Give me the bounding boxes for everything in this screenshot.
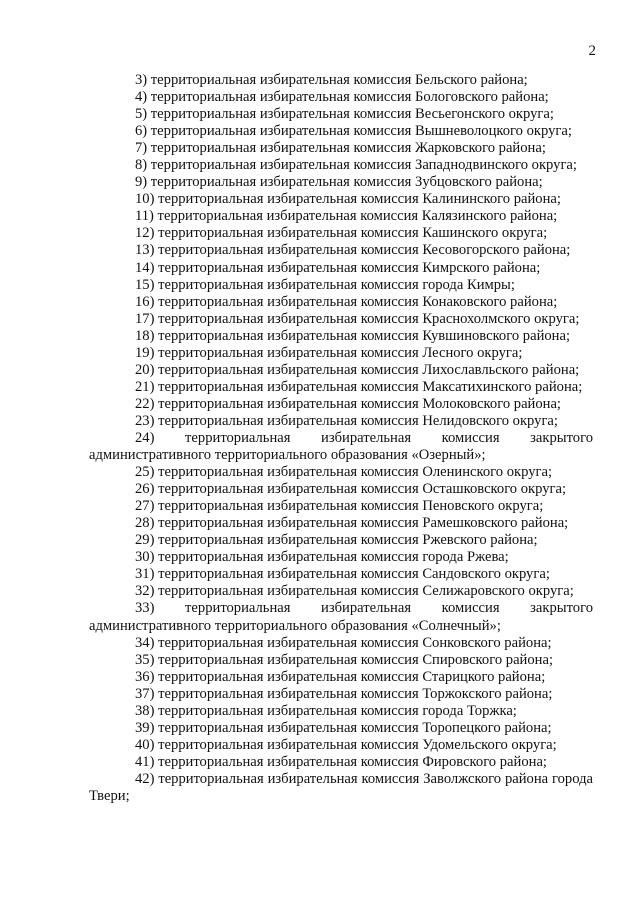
- list-item: 13) территориальная избирательная комиссия Кесовогорского района;: [135, 242, 571, 259]
- list-item: 15) территориальная избирательная комиссия города Кимры;: [135, 276, 515, 293]
- list-item: 33) территориальная избирательная комиссия закрытого административного территориального образования «Солнечный»;: [89, 600, 593, 634]
- list-item: 20) территориальная избирательная комиссия Лихославльского района;: [135, 361, 580, 378]
- list-item: 7) территориальная избирательная комиссия Жарковского района;: [135, 140, 546, 157]
- list-item: 22) территориальная избирательная комиссия Молоковского района;: [135, 395, 561, 412]
- list-item: 35) территориальная избирательная комиссия Спировского района;: [135, 651, 553, 668]
- list-item: 10) территориальная избирательная комиссия Калининского района;: [135, 191, 561, 208]
- list-item: 28) территориальная избирательная комиссия Рамешковского района;: [135, 515, 569, 532]
- list-item: 31) территориальная избирательная комиссия Сандовского округа;: [135, 566, 550, 583]
- list-item: 4) территориальная избирательная комиссия Бологовского района;: [135, 89, 549, 106]
- list-item: 38) территориальная избирательная комиссия города Торжка;: [135, 702, 517, 719]
- list-item: 12) территориальная избирательная комиссия Кашинского округа;: [135, 225, 548, 242]
- list-item: 11) территориальная избирательная комиссия Калязинского района;: [135, 208, 558, 225]
- list-item: 25) территориальная избирательная комиссия Оленинского округа;: [135, 464, 553, 481]
- list-item: 16) территориальная избирательная комиссия Конаковского района;: [135, 293, 558, 310]
- commission-list: [89, 72, 593, 805]
- list-item: 29) территориальная избирательная комиссия Ржевского района;: [135, 532, 538, 549]
- list-item: 9) территориальная избирательная комиссия Зубцовского района;: [135, 174, 543, 191]
- list-item: 37) территориальная избирательная комиссия Торжокского района;: [135, 685, 553, 702]
- list-item: 21) территориальная избирательная комиссия Максатихинского района;: [135, 378, 583, 395]
- list-item: 36) территориальная избирательная комиссия Старицкого района;: [135, 668, 546, 685]
- list-item: 18) территориальная избирательная комиссия Кувшиновского района;: [135, 327, 571, 344]
- list-item: 17) территориальная избирательная комиссия Краснохолмского округа;: [135, 310, 580, 327]
- list-item: 26) территориальная избирательная комиссия Осташковского округа;: [135, 481, 567, 498]
- list-item: 24) территориальная избирательная комиссия закрытого административного территориального образования «Озерный»;: [89, 429, 593, 464]
- list-item: 40) территориальная избирательная комиссия Удомельского округа;: [135, 736, 557, 753]
- list-item: 30) территориальная избирательная комиссия города Ржева;: [135, 549, 509, 566]
- list-item: 42) территориальная избирательная комиссия Заволжского района города Твери;: [89, 770, 593, 804]
- list-item: 6) территориальная избирательная комиссия Вышневолоцкого округа;: [135, 123, 572, 140]
- list-item: 34) территориальная избирательная комиссия Сонковского района;: [135, 634, 552, 651]
- list-item: 23) территориальная избирательная комиссия Нелидовского округа;: [135, 412, 558, 429]
- list-item: 5) территориальная избирательная комиссия Весьегонского округа;: [135, 106, 554, 123]
- list-item: 8) территориальная избирательная комиссия Западнодвинского округа;: [135, 157, 577, 174]
- list-item: 39) территориальная избирательная комиссия Торопецкого района;: [135, 719, 552, 736]
- list-item: 14) территориальная избирательная комиссия Кимрского района;: [135, 259, 541, 276]
- page-number: 2: [588, 43, 596, 59]
- list-item: 3) территориальная избирательная комиссия Бельского района;: [135, 72, 528, 88]
- list-item: 41) территориальная избирательная комиссия Фировского района;: [135, 753, 547, 770]
- list-item: 32) территориальная избирательная комиссия Селижаровского округа;: [135, 583, 574, 600]
- list-item: 19) территориальная избирательная комиссия Лесного округа;: [135, 344, 523, 361]
- list-item: 27) территориальная избирательная комиссия Пеновского округа;: [135, 498, 544, 515]
